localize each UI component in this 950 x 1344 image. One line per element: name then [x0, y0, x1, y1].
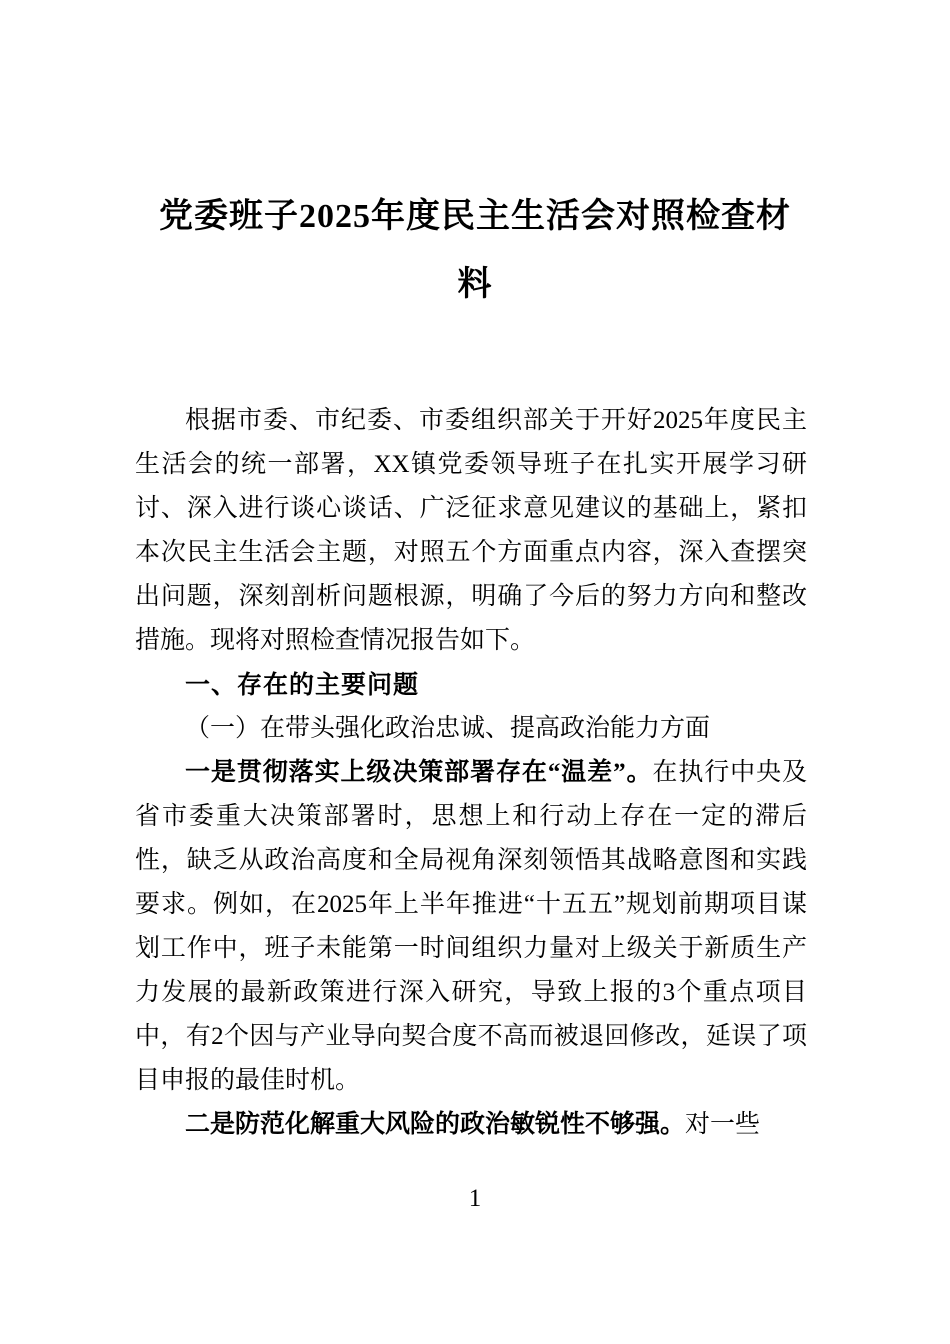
paragraph-item2 — [135, 1103, 807, 1147]
item1-body-text: 在执行中央及省市委重大决策部署时，思想上和行动上存在一定的滞后性，缺乏从政治高度和全局视角深刻领悟其战略意图和实践要求。例如，在2025年上半年推进“十五五”规划前期项目谋划工作中，班子未能第一时间组织力量对上级关于新质生产力发展的最新政策进行深入研究，导致上报的3个重点项目中，有2个因与产业导向契合度不高而被退回修改，延误了项目申报的最佳时机。 — [135, 759, 807, 1094]
document-title: 党委班子2025年度民主生活会对照检查材料 — [159, 198, 791, 303]
page-number: 1 — [468, 1185, 482, 1212]
item1-lead-text: 一是贯彻落实上级决策部署存在“温差”。 — [185, 759, 653, 786]
heading-main-problems: 一、存在的主要问题 — [185, 671, 420, 699]
subheading-political-loyalty: （一）在带头强化政治忠诚、提高政治能力方面 — [185, 715, 711, 742]
item2-lead-text: 二是防范化解重大风险的政治敏锐性不够强。 — [185, 1111, 686, 1138]
paragraph-intro: 根据市委、市纪委、市委组织部关于开好2025年度民主生活会的统一部署，XX镇党委领导班子在扎实开展学习研讨、深入进行谈心谈话、广泛征求意见建议的基础上，紧扣本次民主生活会主题，对照五个方面重点内容，深入查摆突出问题，深刻剖析问题根源，明确了今后的努力方向和整改措施。现将对照检查情况报告如下。 — [135, 407, 807, 654]
item2-body-text: 对一些 — [685, 1111, 761, 1138]
paragraph-item1 — [135, 751, 807, 1103]
document-body — [135, 399, 807, 1147]
